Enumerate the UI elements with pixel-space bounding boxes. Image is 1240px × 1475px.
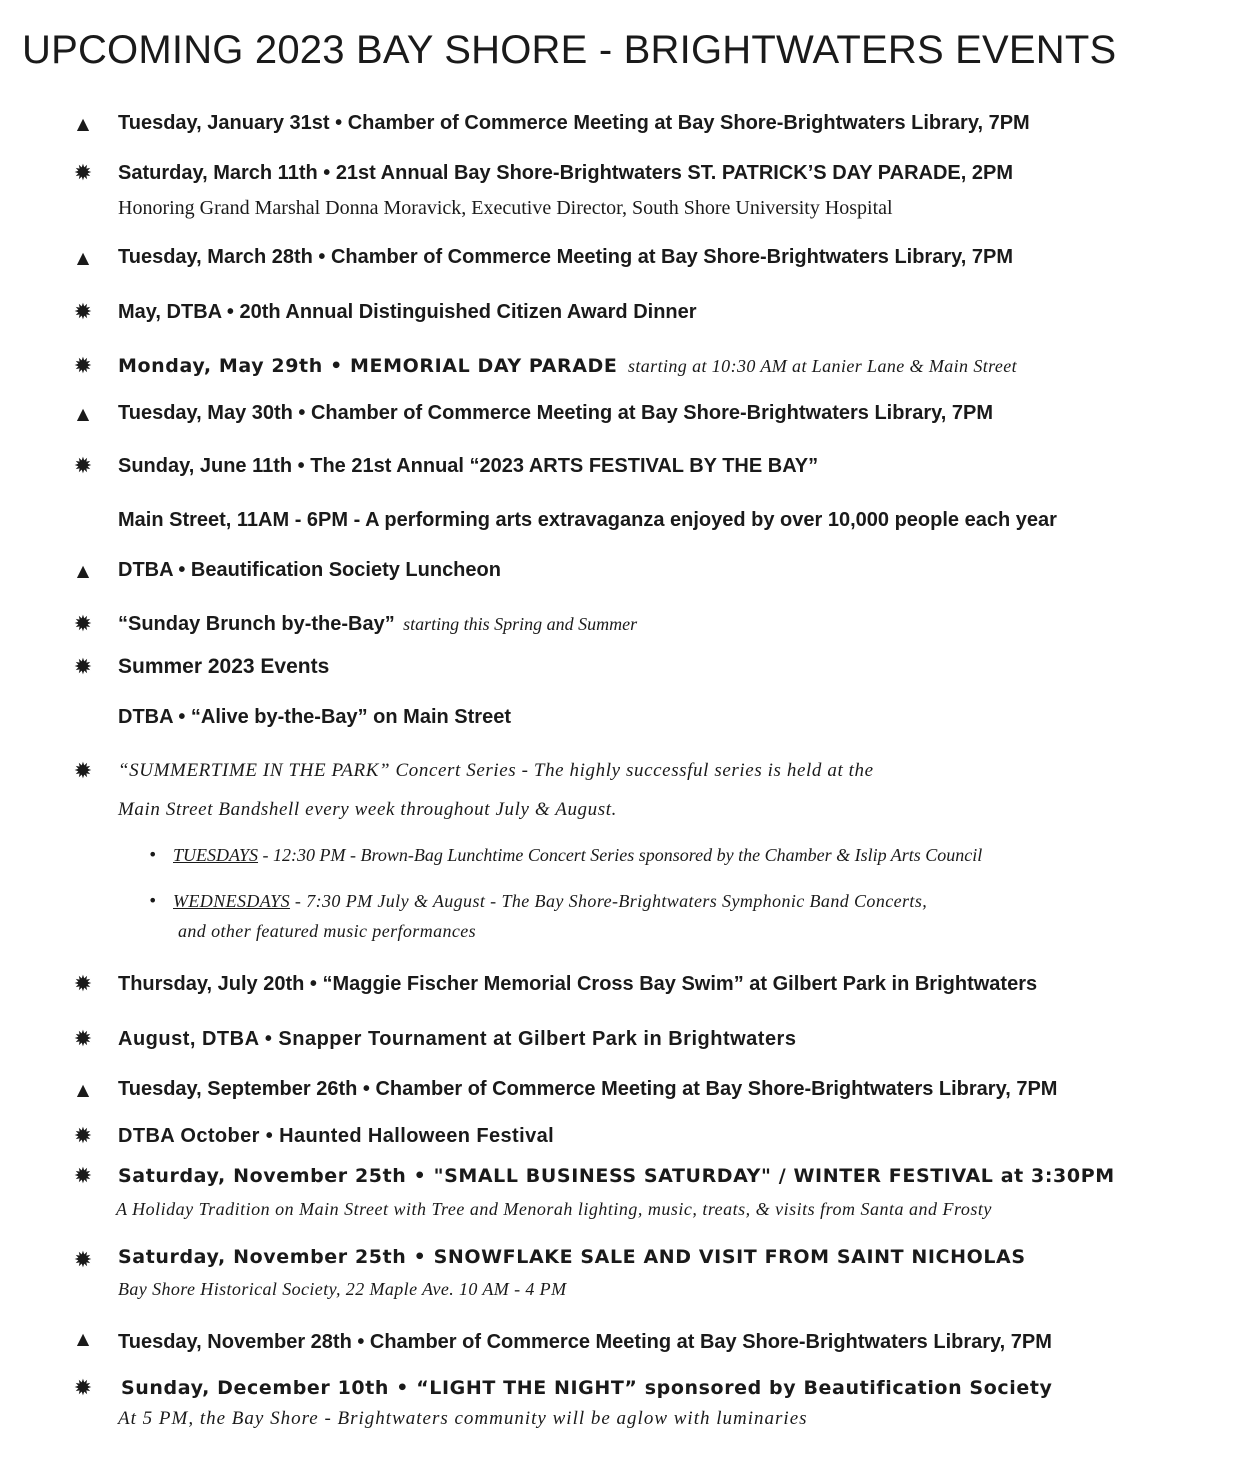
star-bullet-icon: ✹ xyxy=(73,1124,93,1149)
event-text: Tuesday, November 28th • Chamber of Commerce Meeting at Bay Shore-Brightwaters Library, 7PM xyxy=(118,1331,1052,1353)
event-text: Sunday, June 11th • The 21st Annual “2023 ARTS FESTIVAL BY THE BAY” xyxy=(118,455,819,477)
event-text: Tuesday, May 30th • Chamber of Commerce Meeting at Bay Shore-Brightwaters Library, 7PM xyxy=(118,402,993,424)
event-text: Monday, May 29th • MEMORIAL DAY PARADE xyxy=(118,355,618,377)
star-bullet-icon: ✹ xyxy=(73,454,93,479)
event-text: Tuesday, January 31st • Chamber of Commerce Meeting at Bay Shore-Brightwaters Library, 7PM xyxy=(118,112,1030,134)
triangle-bullet-icon: ▲ xyxy=(76,1080,90,1099)
triangle-bullet-icon: ▲ xyxy=(76,561,90,580)
star-bullet-icon: ✹ xyxy=(73,972,93,997)
triangle-bullet-icon: ▲ xyxy=(76,404,90,423)
star-bullet-icon: ✹ xyxy=(73,1027,93,1052)
sub-item-text: - 12:30 PM - Brown-Bag Lunchtime Concert Series sponsored by the Chamber & Islip Arts Council xyxy=(258,845,983,865)
triangle-bullet-icon: ▲ xyxy=(76,1329,90,1348)
star-bullet-icon: ✹ xyxy=(73,612,93,637)
dot-bullet-icon: • xyxy=(148,845,158,864)
star-bullet-icon: ✹ xyxy=(73,1164,93,1189)
star-bullet-icon: ✹ xyxy=(73,1376,93,1401)
event-subtext: Main Street Bandshell every week throughout July & August. xyxy=(118,799,617,820)
event-text: Tuesday, September 26th • Chamber of Commerce Meeting at Bay Shore-Brightwaters Library, 7PM xyxy=(118,1078,1058,1100)
event-note: starting at 10:30 AM at Lanier Lane & Main Street xyxy=(627,356,1018,376)
day-label: WEDNESDAYS xyxy=(173,891,291,911)
event-text: “SUMMERTIME IN THE PARK” Concert Series - The highly successful series is held at the xyxy=(118,760,874,781)
event-text: Thursday, July 20th • “Maggie Fischer Memorial Cross Bay Swim” at Gilbert Park in Brightwaters xyxy=(118,973,1038,995)
event-text: Sunday, December 10th • “LIGHT THE NIGHT” sponsored by Beautification Society xyxy=(121,1377,1053,1399)
star-bullet-icon: ✹ xyxy=(73,1248,93,1273)
event-subtext: At 5 PM, the Bay Shore - Brightwaters community will be aglow with luminaries xyxy=(118,1408,808,1429)
day-label: TUESDAYS xyxy=(173,845,259,865)
event-text: August, DTBA • Snapper Tournament at Gilbert Park in Brightwaters xyxy=(118,1028,797,1050)
event-text: DTBA • Beautification Society Luncheon xyxy=(118,559,501,581)
event-text: Saturday, March 11th • 21st Annual Bay Shore-Brightwaters ST. PATRICK’S DAY PARADE, 2PM xyxy=(118,162,1013,184)
event-text: Tuesday, March 28th • Chamber of Commerce Meeting at Bay Shore-Brightwaters Library, 7PM xyxy=(118,246,1013,268)
triangle-bullet-icon: ▲ xyxy=(76,114,90,133)
event-text: “Sunday Brunch by-the-Bay” xyxy=(118,613,395,635)
event-text: DTBA October • Haunted Halloween Festival xyxy=(118,1125,555,1147)
star-bullet-icon: ✹ xyxy=(73,161,93,186)
star-bullet-icon: ✹ xyxy=(73,655,93,680)
dot-bullet-icon: • xyxy=(148,891,158,910)
section-heading: Summer 2023 Events xyxy=(118,655,330,678)
sub-item-text: - 7:30 PM July & August - The Bay Shore-Brightwaters Symphonic Band Concerts, xyxy=(290,891,928,911)
star-bullet-icon: ✹ xyxy=(73,759,93,784)
triangle-bullet-icon: ▲ xyxy=(76,248,90,267)
event-subtext: Honoring Grand Marshal Donna Moravick, Executive Director, South Shore University Hospital xyxy=(118,197,893,219)
event-note: starting this Spring and Summer xyxy=(403,614,638,634)
event-subtext: DTBA • “Alive by-the-Bay” on Main Street xyxy=(118,706,511,728)
event-subtext: A Holiday Tradition on Main Street with Tree and Menorah lighting, music, treats, & visits from Santa and Frosty xyxy=(116,1199,992,1219)
event-subtext: Main Street, 11AM - 6PM - A performing arts extravaganza enjoyed by over 10,000 people each year xyxy=(118,509,1057,531)
event-text: Saturday, November 25th • SNOWFLAKE SALE AND VISIT FROM SAINT NICHOLAS xyxy=(118,1246,1026,1268)
page-title: UPCOMING 2023 BAY SHORE - BRIGHTWATERS EVENTS xyxy=(22,28,1117,72)
event-text: May, DTBA • 20th Annual Distinguished Citizen Award Dinner xyxy=(118,301,697,323)
event-text: Saturday, November 25th • "SMALL BUSINESS SATURDAY" / WINTER FESTIVAL at 3:30PM xyxy=(118,1165,1115,1187)
sub-item-text: and other featured music performances xyxy=(178,921,477,941)
star-bullet-icon: ✹ xyxy=(73,354,93,379)
event-subtext: Bay Shore Historical Society, 22 Maple Ave. 10 AM - 4 PM xyxy=(118,1279,567,1299)
star-bullet-icon: ✹ xyxy=(73,300,93,325)
